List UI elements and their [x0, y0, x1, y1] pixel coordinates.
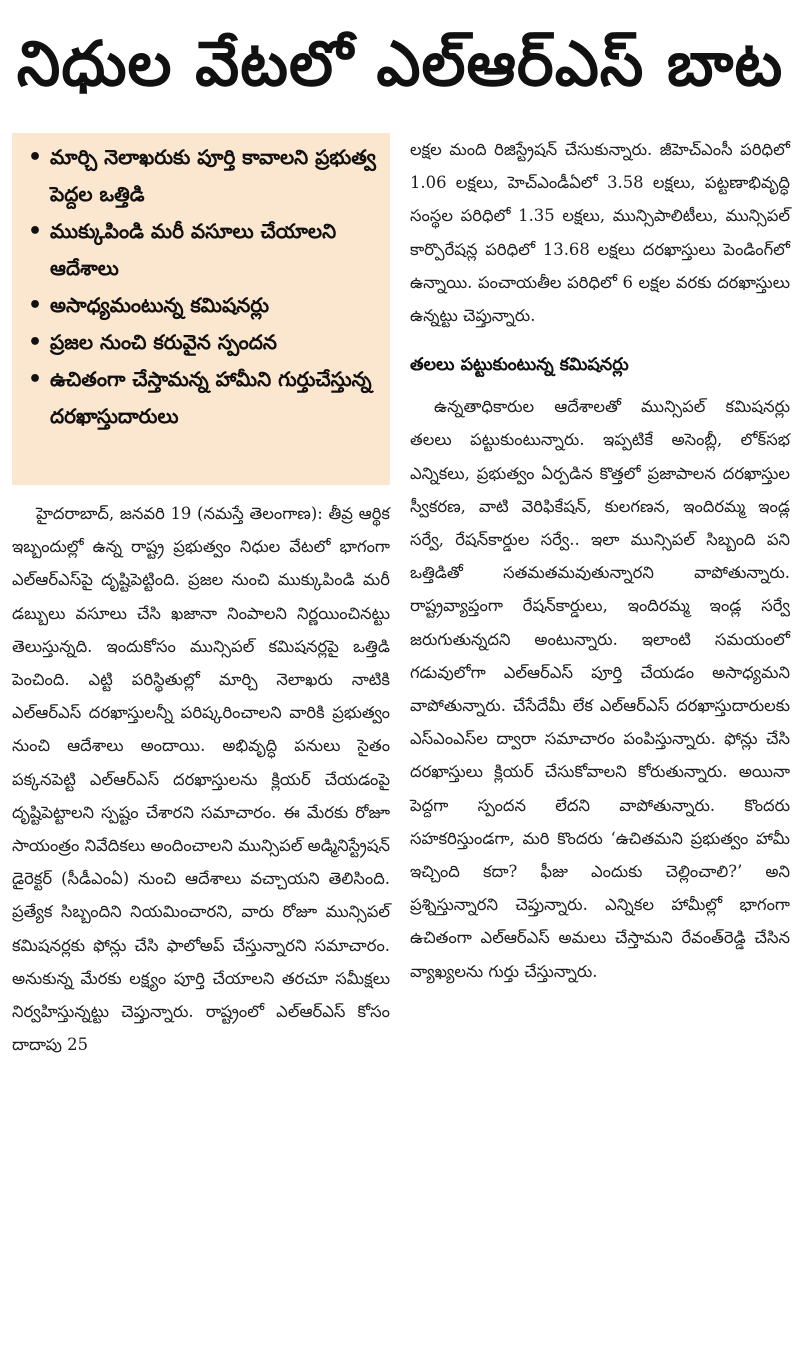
highlight-item: • ప్రజల నుంచి కరువైన స్పందన	[20, 324, 382, 361]
highlight-item: • అసాధ్యమంటున్న కమిషనర్లు	[20, 287, 382, 324]
article-lead: హైదరాబాద్, జనవరి 19 (నమస్తే తెలంగాణ): తీవ్ర ఆర్థిక ఇబ్బందుల్లో ఉన్న రాష్ట్ర ప్రభుత్వం నిధుల వేటలో భాగంగా ఎల్‌ఆర్‌ఎస్‌పై దృష్టిపెట్టింది. ప్రజల నుంచి ముక్కుపిండి మరీ డబ్బులు వసూలు చేసి ఖజానా నింపాలని నిర్ణయించినట్టు తెలుస్తున్నది. ఇందుకోసం మున్సిపల్ కమిషనర్లపై ఒత్తిడి పెంచింది. ఎట్టి పరిస్థితుల్లో మార్చి నెలాఖరు నాటికి ఎల్‌ఆర్‌ఎస్ దరఖాస్తులన్నీ పరిష్కరించాలని వారికి ప్రభుత్వం నుంచి ఆదేశాలు అందాయి. అభివృద్ధి పనులు సైతం పక్కనపెట్టి ఎల్‌ఆర్‌ఎస్ దరఖాస్తులను క్లియర్ చేయడంపై దృష్టిపెట్టాలని స్పష్టం చేశారని సమాచారం. ఈ మేరకు రోజూ సాయంత్రం నివేదికలు అందించాలని మున్సిపల్ అడ్మినిస్ట్రేషన్ డైరెక్టర్ (సీడీఎంఏ) నుంచి ఆదేశాలు వచ్చాయని తెలిసింది. ప్రత్యేక సిబ్బందిని నియమించారని, వారు రోజూ మున్సిపల్ కమిషనర్లకు ఫోన్లు చేసి ఫాలోఅప్ చేస్తున్నారని సమాచారం. అనుకున్న మేరకు లక్ష్యం పూర్తి చేయాలని తరచూ సమీక్షలు నిర్వహిస్తున్నట్టు చెప్తున్నారు. రాష్ట్రంలో ఎల్‌ఆర్‌ఎస్ కోసం దాదాపు 25	[12, 504, 390, 1055]
article-section-2: ఉన్నతాధికారుల ఆదేశాలతో మున్సిపల్ కమిషనర్లు తలలు పట్టుకుంటున్నారు. ఇప్పటికే అసెంబ్లీ, లోక్‌సభ ఎన్నికలు, ప్రభుత్వం ఏర్పడిన కొత్తలో ప్రజాపాలన దరఖాస్తుల స్వీకరణ, వాటి వెరిఫికేషన్, కులగణన, ఇందిరమ్మ ఇండ్ల సర్వే, రేషన్‌కార్డుల సర్వే.. ఇలా మున్సిపల్ సిబ్బంది పని ఒత్తిడితో సతమతమవుతున్నారని వాపోతున్నారు. రాష్ట్రవ్యాప్తంగా రేషన్‌కార్డులు, ఇందిరమ్మ ఇండ్ల సర్వే జరుగుతున్నదని అంటున్నారు. ఇలాంటి సమయంలో గడువులోగా ఎల్‌ఆర్‌ఎస్ పూర్తి చేయడం అసాధ్యమని వాపోతున్నారు. చేసేదేమీ లేక ఎల్‌ఆర్‌ఎస్ దరఖాస్తుదారులకు ఎస్ఎంఎస్‌ల ద్వారా సమాచారం పంపిస్తున్నారు. ఫోన్లు చేసి దరఖాస్తులు క్లియర్ చేసుకోవాలని కోరుతున్నారు. అయినా పెద్దగా స్పందన లేదని వాపోతున్నారు. కొందరు సహకరిస్తుండగా, మరి కొందరు ‘ఉచితమని ప్రభుత్వం హామీ ఇచ్చింది కదా? ఫీజు ఎందుకు చెల్లించాలి?’ అని ప్రశ్నిస్తున్నారని చెప్తున్నారు. ఎన్నికల హామీల్లో భాగంగా ఉచితంగా ఎల్‌ఆర్‌ఎస్ అమలు చేస్తామని రేవంత్‌రెడ్డి చేసిన వ్యాఖ్యలను గుర్తు చేస్తున్నారు.	[410, 397, 790, 981]
highlight-item: • మార్చి నెలాఖరుకు పూర్తి కావాలని ప్రభుత్వ పెద్దల ఒత్తిడి	[20, 139, 382, 213]
left-column	[12, 133, 390, 1061]
right-column	[410, 133, 790, 988]
article-continuation: లక్షల మంది రిజిస్ట్రేషన్ చేసుకున్నారు. జీహెచ్‌ఎంసీ పరిధిలో 1.06 లక్షలు, హెచ్ఎండీఏలో 3.58 లక్షలు, పట్టణాభివృద్ధి సంస్థల పరిధిలో 1.35 లక్షలు, మున్సిపాలిటీలు, మున్సిపల్ కార్పొరేషన్ల పరిధిలో 13.68 లక్షలు దరఖాస్తులు పెండింగ్‌లో ఉన్నాయి. పంచాయతీల పరిధిలో 6 లక్షల వరకు దరఖాస్తులు ఉన్నట్టు చెప్తున్నారు.	[410, 140, 790, 326]
section-subhead: తలలు పట్టుకుంటున్న కమిషనర్లు	[410, 355, 629, 376]
headline: నిధుల వేటలో ఎల్‌ఆర్‌ఎస్ బాట	[16, 26, 784, 100]
highlight-item: • ముక్కుపిండి మరీ వసూలు చేయాలని ఆదేశాలు	[20, 213, 382, 287]
highlight-item: • ఉచితంగా చేస్తామన్న హామీని గుర్తుచేస్తున్న దరఖాస్తుదారులు	[20, 361, 382, 435]
highlights-box	[12, 133, 390, 485]
